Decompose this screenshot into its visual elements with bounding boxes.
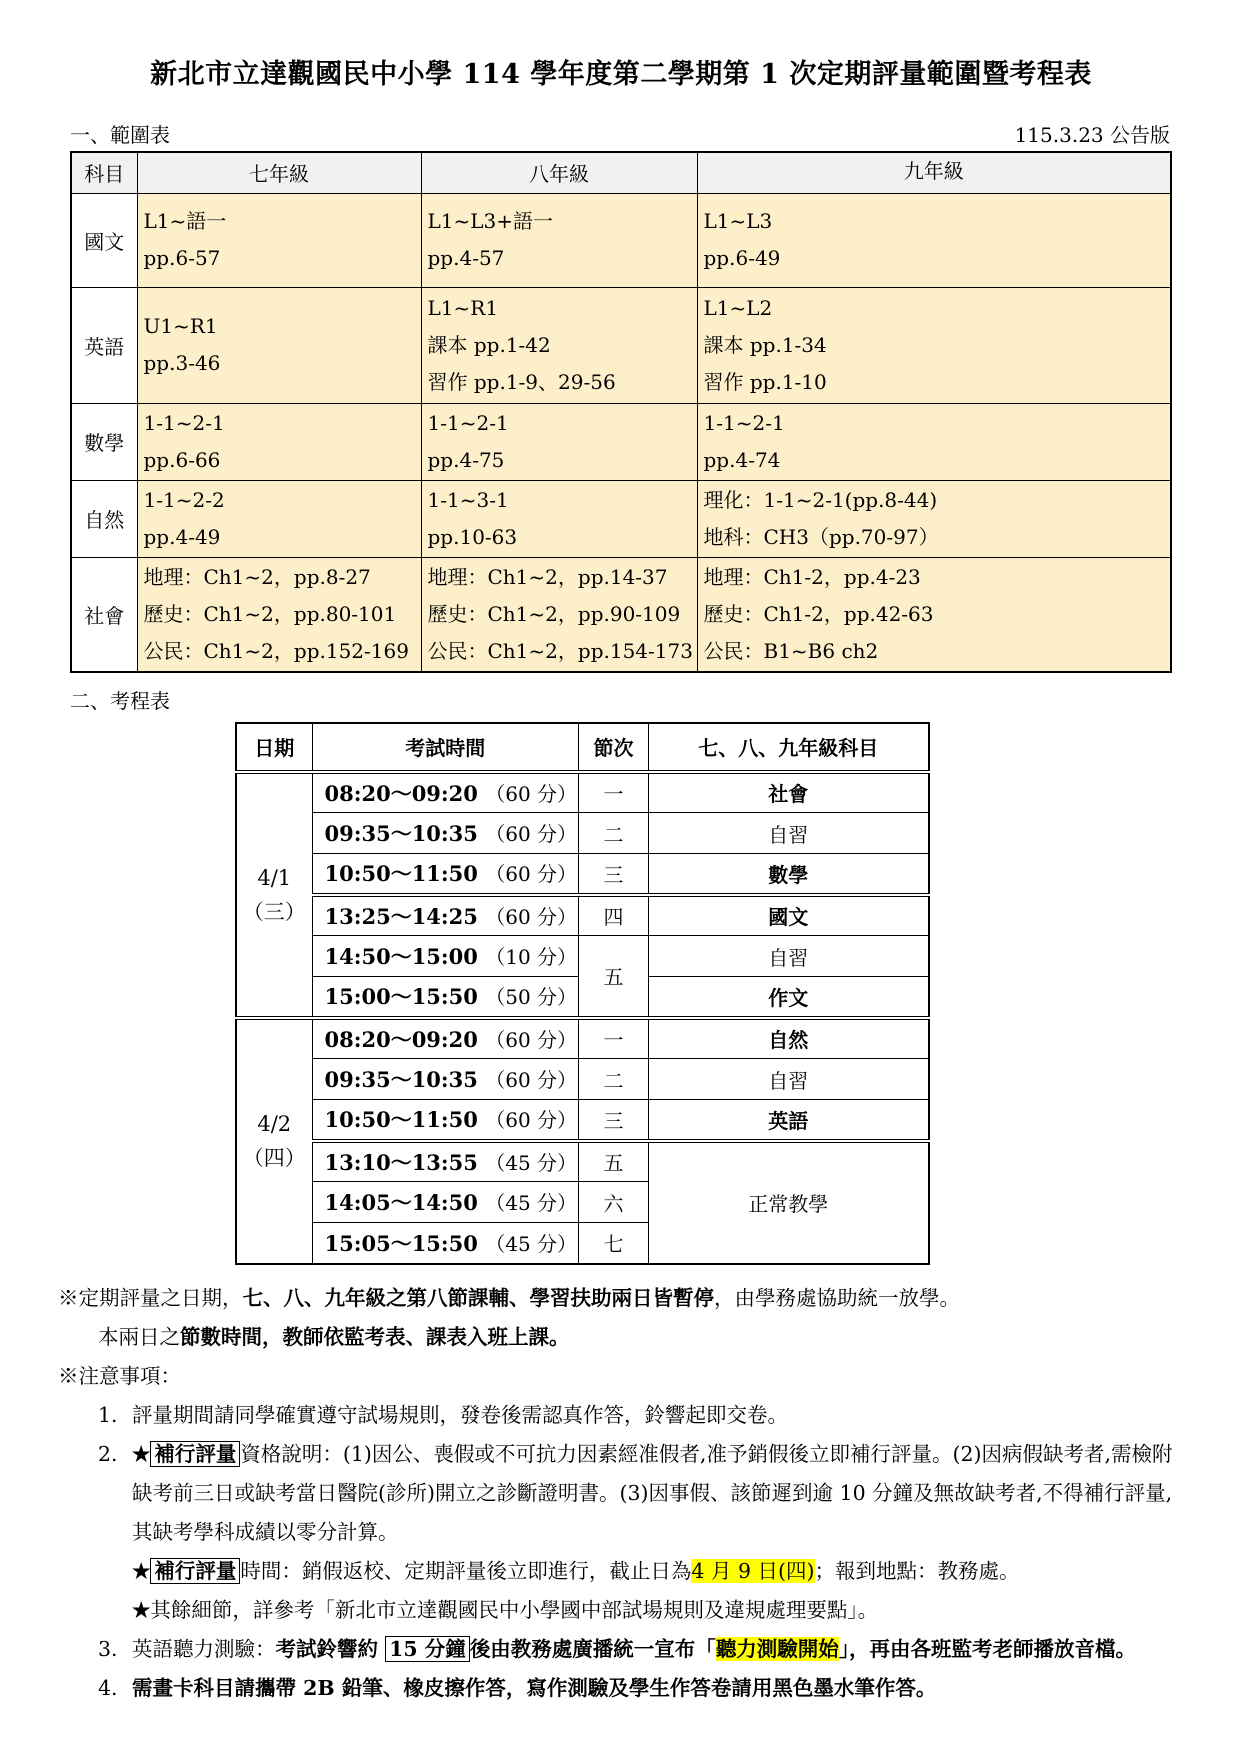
range-line: pp.10-63 — [427, 524, 518, 549]
schedule-header-time: 考試時間 — [312, 723, 579, 772]
note-exam-policy-line2 — [58, 1318, 1182, 1357]
item-number: 4. — [98, 1675, 118, 1700]
period-cell: 一 — [579, 772, 649, 813]
schedule-row — [236, 1141, 929, 1182]
time-cell — [312, 936, 579, 977]
subject-cell: 英語 — [71, 287, 137, 403]
duration-label: （45 分） — [485, 1191, 578, 1215]
time-cell — [312, 1100, 579, 1141]
period-cell: 三 — [579, 854, 649, 895]
range-line: L1~L3 — [703, 209, 773, 233]
time-range: 08:20～09:20 — [324, 1026, 478, 1052]
range-line: pp.4-49 — [143, 524, 221, 549]
duration-label: （60 分） — [485, 1108, 578, 1133]
range-line: 習作 pp.1-9、29-56 — [427, 369, 616, 394]
scope-row-social — [71, 557, 1171, 672]
range-line: 歷史：Ch1~2，pp.80-101 — [143, 601, 397, 626]
grade7-range-cell — [137, 287, 421, 403]
grade7-range-cell — [137, 480, 421, 557]
range-line: pp.3-46 — [143, 351, 221, 375]
range-line: pp.6-66 — [143, 447, 221, 472]
grade8-range-cell — [421, 403, 697, 480]
date-label: 4/2 — [257, 1112, 292, 1136]
range-line: 公民：B1~B6 ch2 — [703, 638, 879, 663]
schedule-header-row — [236, 723, 929, 772]
time-range: 10:50～11:50 — [324, 1107, 478, 1133]
scope-header-subject: 科目 — [71, 152, 137, 193]
range-line: L1~語一 — [143, 209, 227, 233]
range-line: 公民：Ch1~2，pp.152-169 — [143, 638, 409, 663]
exam-subject-cell: 國文 — [649, 895, 929, 936]
scope-header-grade8: 八年級 — [421, 152, 697, 193]
period-cell: 三 — [579, 1100, 649, 1141]
note-exam-policy-line1 — [58, 1279, 1182, 1318]
duration-label: （45 分） — [485, 1150, 578, 1175]
date-cell — [236, 772, 312, 1018]
duration-label: （60 分） — [485, 822, 578, 846]
exam-subject-cell: 正常教學 — [649, 1141, 929, 1264]
scope-header-grade9: 九年級 — [697, 152, 1171, 193]
period-cell: 六 — [579, 1182, 649, 1223]
note-text-bold: 後由教務處廣播統一宣布「 — [469, 1636, 716, 1661]
schedule-row — [236, 1100, 929, 1141]
time-cell — [312, 895, 579, 936]
section1-heading: 一、範圍表 — [70, 123, 170, 147]
range-line: 1-1~2-1 — [143, 410, 225, 435]
note-text: 本兩日之 — [98, 1324, 180, 1349]
schedule-row — [236, 895, 929, 936]
period-cell: 一 — [579, 1018, 649, 1059]
note-text — [132, 1435, 1182, 1630]
grade9-range-cell — [697, 403, 1171, 480]
grade7-range-cell — [137, 193, 421, 287]
time-range: 15:00～15:50 — [324, 984, 478, 1010]
note-text: 英語聽力測驗： — [132, 1636, 276, 1661]
item-number: 3. — [98, 1636, 118, 1661]
range-line: 課本 pp.1-34 — [703, 332, 827, 357]
time-cell — [312, 854, 579, 895]
star-marker: ★ — [132, 1597, 151, 1622]
range-line: 理化：1-1~2-1(pp.8-44) — [703, 487, 938, 512]
scope-row-chinese — [71, 193, 1171, 287]
schedule-row — [236, 1018, 929, 1059]
range-line: pp.6-49 — [703, 246, 781, 270]
notes-section — [58, 1279, 1182, 1708]
time-range: 14:50～15:00 — [324, 944, 478, 969]
duration-label: （45 分） — [485, 1231, 578, 1256]
time-cell — [312, 1018, 579, 1059]
schedule-row — [236, 936, 929, 977]
makeup-exam-boxed-label: 補行評量 — [150, 1441, 240, 1467]
note-item-2c — [132, 1591, 1182, 1630]
range-line: 習作 pp.1-10 — [703, 369, 827, 394]
exam-subject-cell: 數學 — [649, 854, 929, 895]
note-item-2 — [98, 1435, 1182, 1630]
note-text: 評量期間請同學確實遵守試場規則，發卷後需認真作答，鈴響起即交卷。 — [132, 1402, 788, 1427]
schedule-row — [236, 772, 929, 813]
range-line: 地科：CH3（pp.70-97） — [703, 524, 939, 549]
time-range: 15:05～15:50 — [324, 1230, 478, 1256]
note-text: 其餘細節，詳參考「新北市立達觀國民中小學國中部試場規則及違規處理要點」。 — [150, 1597, 879, 1622]
range-line: 地理：Ch1~2，pp.8-27 — [143, 564, 371, 589]
duration-label: （60 分） — [485, 781, 578, 806]
range-line: 地理：Ch1-2，pp.4-23 — [703, 564, 921, 589]
range-line: 歷史：Ch1~2，pp.90-109 — [427, 601, 681, 626]
weekday-label: （三） — [242, 899, 306, 924]
note-text: ；報到地點：教務處。 — [814, 1558, 1020, 1583]
grade9-range-cell — [697, 287, 1171, 403]
schedule-row — [236, 813, 929, 854]
time-cell — [312, 1059, 579, 1100]
exam-subject-cell: 作文 — [649, 977, 929, 1018]
time-range: 13:25～14:25 — [324, 903, 478, 929]
notes-header: ※注意事項： — [58, 1363, 181, 1388]
grade8-range-cell — [421, 480, 697, 557]
range-line: 歷史：Ch1-2，pp.42-63 — [703, 601, 934, 626]
grade9-range-cell — [697, 193, 1171, 287]
subject-cell: 自然 — [71, 480, 137, 557]
exam-subject-cell: 自習 — [649, 813, 929, 854]
scope-table — [70, 151, 1172, 673]
range-line: pp.4-57 — [427, 246, 505, 270]
note-text-bold: 七、八、九年級之第八節課輔、學習扶助兩日皆暫停 — [242, 1285, 714, 1310]
exam-subject-cell: 社會 — [649, 772, 929, 813]
period-cell: 四 — [579, 895, 649, 936]
time-cell — [312, 1223, 579, 1264]
time-cell — [312, 1182, 579, 1223]
makeup-exam-boxed-label: 補行評量 — [150, 1558, 240, 1584]
fifteen-minutes-boxed-label: 15 分鐘 — [385, 1636, 470, 1662]
range-line: pp.4-75 — [427, 447, 505, 472]
grade7-range-cell — [137, 403, 421, 480]
time-cell — [312, 772, 579, 813]
time-cell — [312, 1141, 579, 1182]
scope-row-science — [71, 480, 1171, 557]
range-line: 1-1~2-1 — [703, 410, 785, 435]
note-text: 時間：銷假返校、定期評量後立即進行，截止日為 — [240, 1558, 692, 1583]
time-cell — [312, 977, 579, 1018]
note-text-bold: 考試鈴響約 — [275, 1636, 386, 1661]
section2-heading: 二、考程表 — [70, 688, 170, 713]
range-line: L1~L2 — [703, 295, 773, 320]
scope-row-math — [71, 403, 1171, 480]
range-line: L1~L3+語一 — [427, 209, 554, 233]
schedule-row — [236, 1059, 929, 1100]
date-cell — [236, 1018, 312, 1264]
period-cell: 七 — [579, 1223, 649, 1264]
note-text-bold: 節數時間，教師依監考表、課表入班上課。 — [180, 1324, 570, 1349]
period-cell: 五 — [579, 1141, 649, 1182]
time-range: 10:50～11:50 — [324, 861, 478, 887]
note-text: ※定期評量之日期， — [58, 1285, 243, 1310]
note-item-2b — [132, 1552, 1182, 1591]
range-line: pp.4-74 — [703, 447, 781, 472]
range-line: 1-1~2-2 — [143, 487, 225, 512]
schedule-header-date: 日期 — [236, 723, 312, 772]
range-line: U1~R1 — [143, 314, 218, 338]
time-range: 08:20～09:20 — [324, 780, 478, 806]
duration-label: （60 分） — [485, 904, 578, 929]
time-range: 09:35～10:35 — [324, 1067, 478, 1092]
note-item-3 — [98, 1630, 1182, 1669]
time-cell — [312, 813, 579, 854]
period-cell: 五 — [579, 936, 649, 1018]
range-line: 地理：Ch1~2，pp.14-37 — [427, 564, 668, 589]
subject-cell: 國文 — [71, 193, 137, 287]
note-text: 資格說明：(1)因公、喪假或不可抗力因素經准假者,准予銷假後立即補行評量。(2)因病假缺考者,需檢附缺考前三日或缺考當日醫院(診所)開立之診斷證明書。(3)因事假、該節遲到逾 10 分鐘及無故缺考者,不得補行評量,其缺考學科成績以零分計算。 — [132, 1441, 1173, 1544]
exam-subject-cell: 自習 — [649, 1059, 929, 1100]
duration-label: （60 分） — [485, 862, 578, 887]
deadline-highlight: 4 月 9 日(四) — [691, 1558, 815, 1583]
note-text-bold: 需畫卡科目請攜帶 2B 鉛筆、橡皮擦作答，寫作測驗及學生作答卷請用黑色墨水筆作答。 — [132, 1675, 937, 1700]
version-label: 115.3.23 公告版 — [1014, 123, 1170, 147]
grade7-range-cell — [137, 557, 421, 672]
range-line: L1~R1 — [427, 295, 499, 320]
duration-label: （50 分） — [485, 985, 578, 1010]
range-line: 1-1~2-1 — [427, 410, 509, 435]
time-range: 09:35～10:35 — [324, 821, 478, 846]
range-line: pp.6-57 — [143, 246, 221, 270]
scope-row-english — [71, 287, 1171, 403]
exam-subject-cell: 自習 — [649, 936, 929, 977]
schedule-table — [235, 722, 930, 1265]
duration-label: （60 分） — [485, 1027, 578, 1052]
range-line: 公民：Ch1~2，pp.154-173 — [427, 638, 693, 663]
page-title: 新北市立達觀國民中小學 114 學年度第二學期第 1 次定期評量範圍暨考程表 — [150, 59, 1092, 90]
section1-row — [70, 119, 1170, 148]
time-range: 14:05～14:50 — [324, 1190, 478, 1215]
star-marker: ★ — [132, 1441, 151, 1466]
exam-subject-cell: 自然 — [649, 1018, 929, 1059]
date-label: 4/1 — [257, 865, 292, 890]
exam-subject-cell: 英語 — [649, 1100, 929, 1141]
schedule-row — [236, 854, 929, 895]
weekday-label: （四） — [242, 1146, 306, 1170]
schedule-header-period: 節次 — [579, 723, 649, 772]
grade8-range-cell — [421, 557, 697, 672]
note-text-bold: 」，再由各班監考老師播放音檔。 — [838, 1636, 1137, 1661]
grade8-range-cell — [421, 193, 697, 287]
period-cell: 二 — [579, 1059, 649, 1100]
range-line: 課本 pp.1-42 — [427, 332, 551, 357]
grade9-range-cell — [697, 480, 1171, 557]
item-number: 1. — [98, 1402, 118, 1427]
duration-label: （60 分） — [485, 1068, 578, 1092]
subject-cell: 社會 — [71, 557, 137, 672]
note-text: ，由學務處協助統一放學。 — [714, 1285, 960, 1310]
item-number: 2. — [98, 1441, 118, 1466]
grade9-range-cell — [697, 557, 1171, 672]
star-marker: ★ — [132, 1558, 151, 1583]
schedule-header-subject: 七、八、九年級科目 — [649, 723, 929, 772]
note-item-1 — [98, 1396, 1182, 1435]
time-range: 13:10～13:55 — [324, 1149, 478, 1175]
note-text — [132, 1630, 1182, 1669]
listening-test-highlight: 聽力測驗開始 — [715, 1636, 839, 1661]
scope-header-grade7: 七年級 — [137, 152, 421, 193]
range-line: 1-1~3-1 — [427, 487, 509, 512]
duration-label: （10 分） — [485, 945, 578, 969]
note-item-4 — [98, 1669, 1182, 1708]
scope-header-row — [71, 152, 1171, 193]
grade8-range-cell — [421, 287, 697, 403]
period-cell: 二 — [579, 813, 649, 854]
subject-cell: 數學 — [71, 403, 137, 480]
